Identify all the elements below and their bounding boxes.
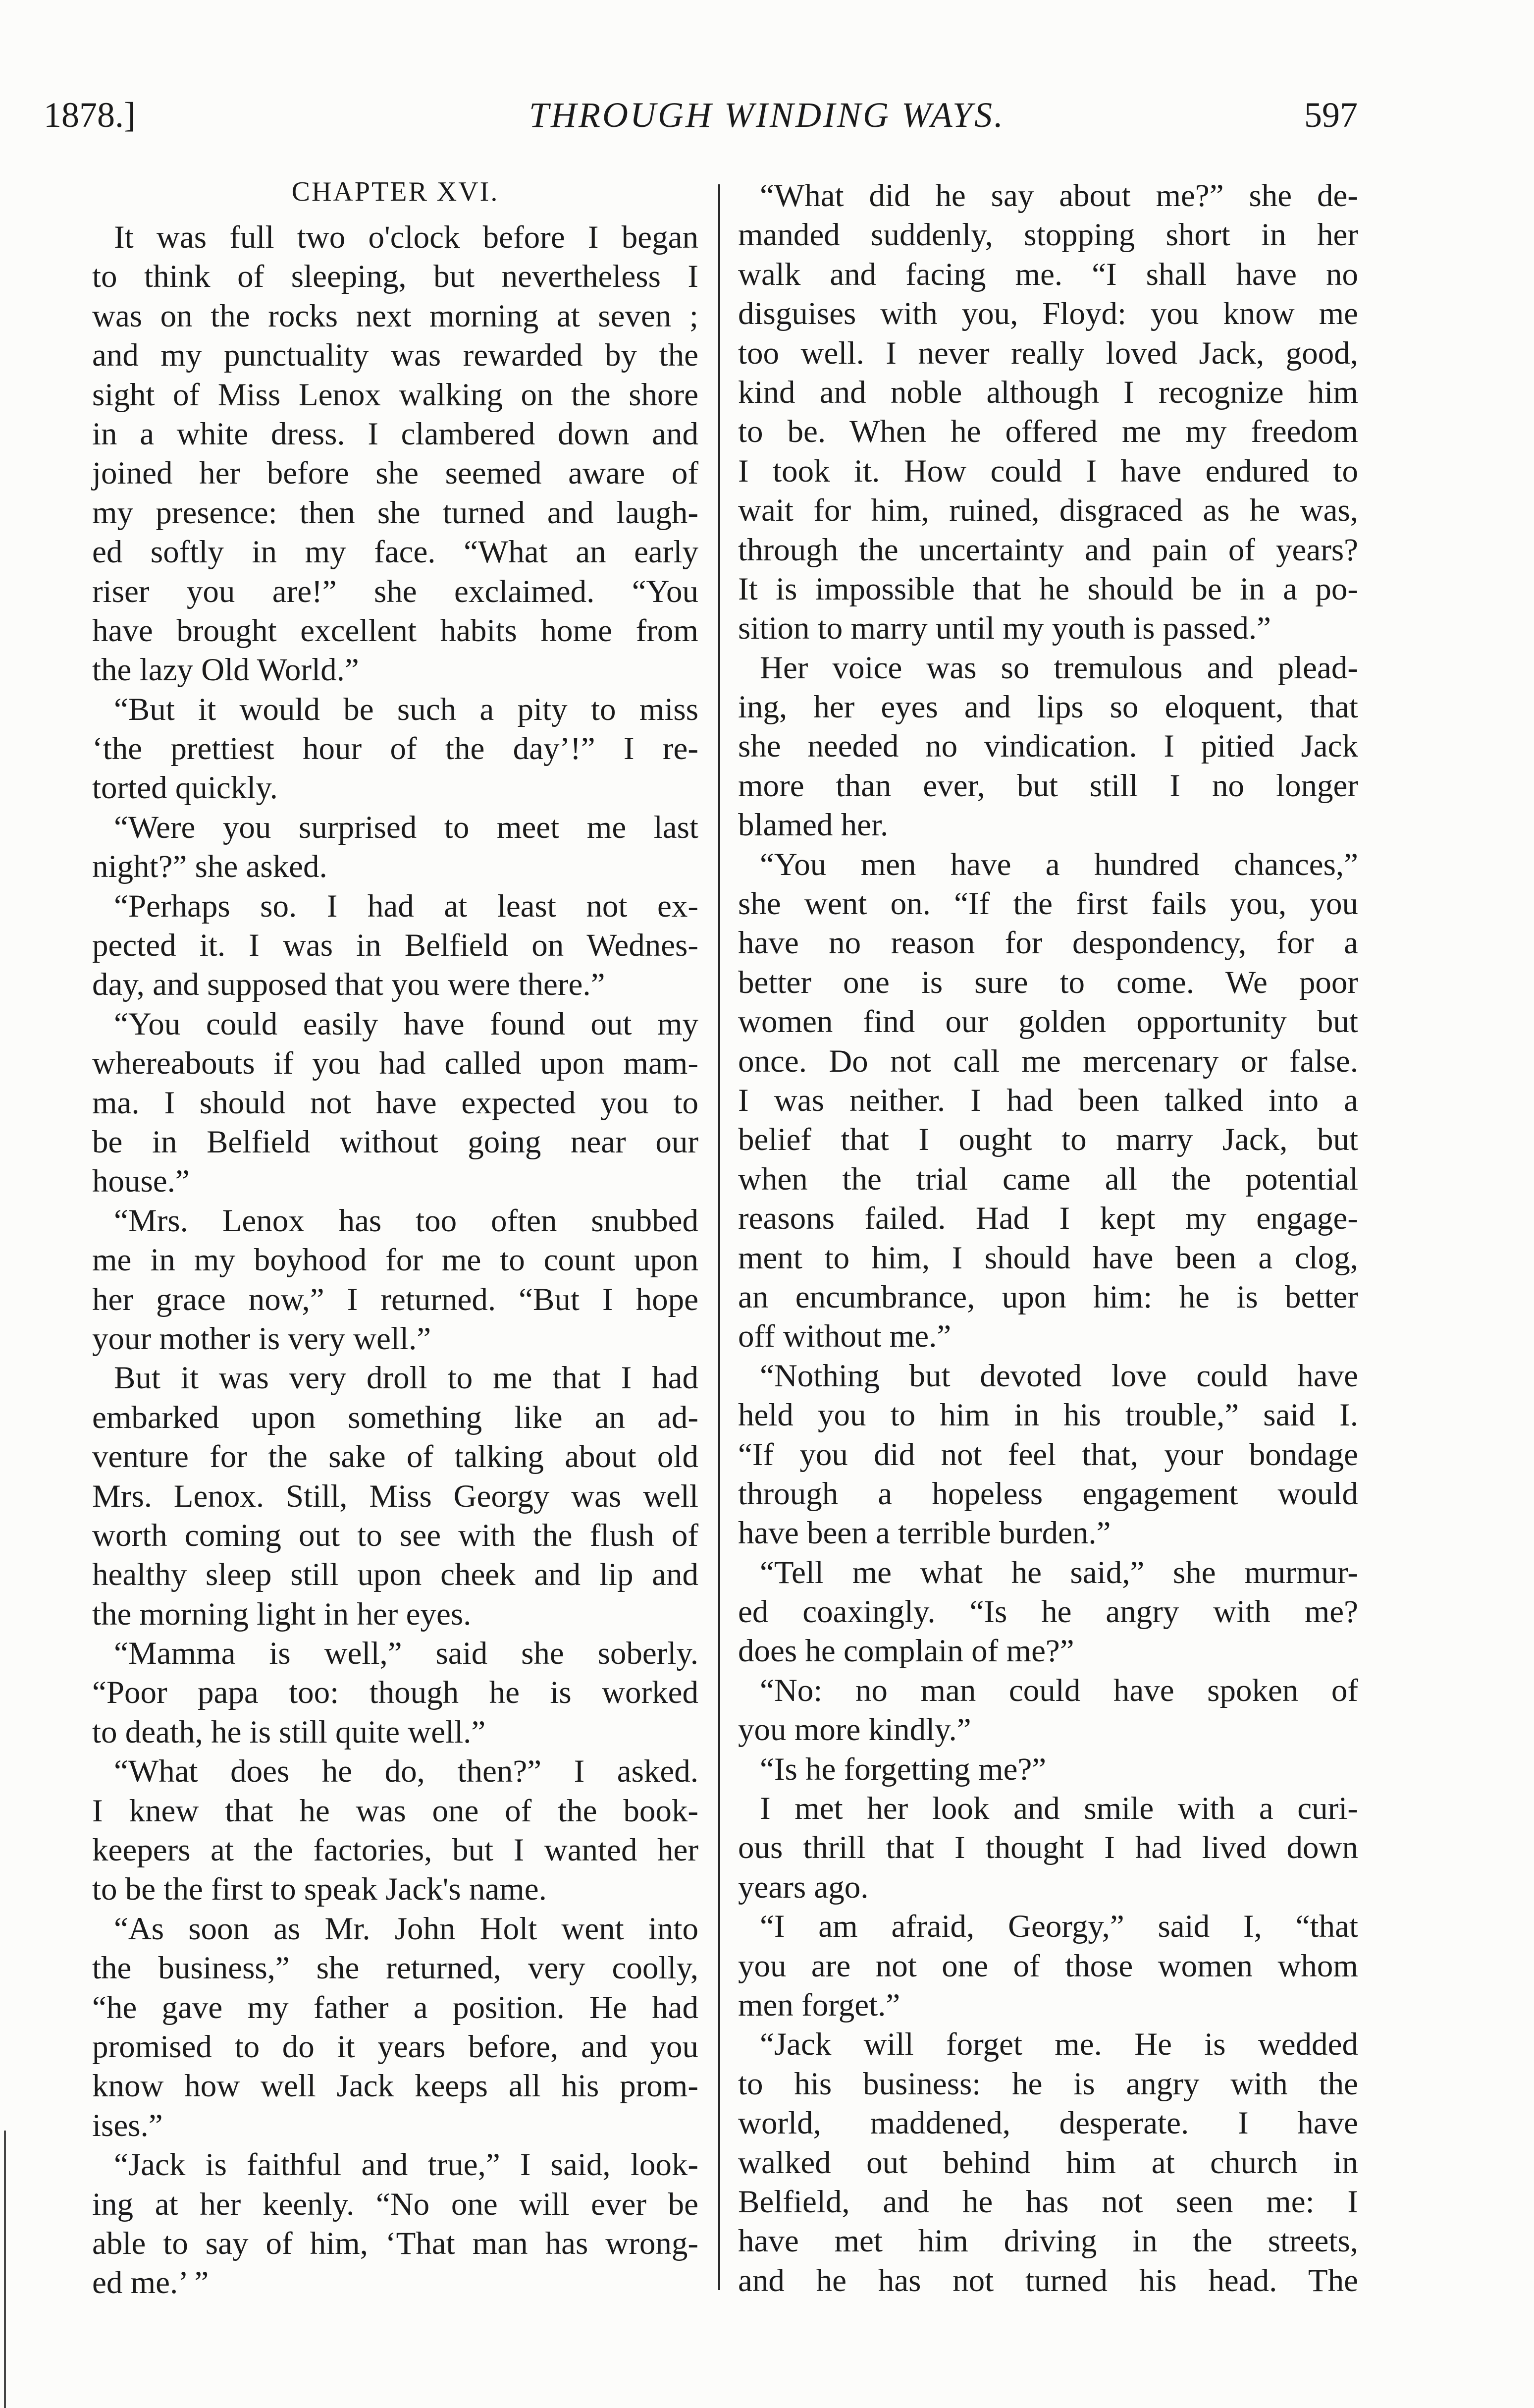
text-line: you are not one of those women whom [738,1948,1358,1984]
text-line: have no reason for despondency, for a [738,925,1358,961]
text-line: more than ever, but still I no longer [738,767,1358,804]
paragraph [738,1553,1358,1671]
text-line: she went on. “If the first fails you, you [738,886,1358,922]
paragraph [738,1357,1358,1553]
paragraph [738,1789,1358,1907]
paragraph [738,649,1358,845]
text-line: house.” [92,1163,190,1200]
text-line: pected it. I was in Belfield on Wednes- [92,928,698,964]
text-line: “he gave my father a position. He had [92,1989,698,2025]
text-line: too well. I never really loved Jack, good, [738,335,1358,371]
text-line: reasons failed. Had I kept my engage- [738,1201,1358,1237]
text-line: ment to him, I should have been a clog, [738,1240,1358,1276]
text-line: “You could easily have found out my [114,1006,698,1042]
text-line: “Jack is faithful and true,” I said, look- [114,2147,698,2183]
text-line: “Poor papa too: though he is worked [92,1675,698,1711]
text-line: world, maddened, desperate. I have [738,2105,1358,2141]
text-line: have met him driving in the streets, [738,2223,1358,2259]
text-line: “I am afraid, Georgy,” said I, “that [760,1909,1358,1945]
text-line: and my punctuality was rewarded by the [92,337,698,374]
text-line: an encumbrance, upon him: he is better [738,1279,1358,1315]
paragraph [92,1910,698,2145]
text-line: through the uncertainty and pain of years? [738,532,1358,568]
text-line: “Mamma is well,” said she soberly. [114,1636,698,1672]
text-line: “Nothing but devoted love could have [760,1358,1358,1394]
text-line: ous thrill that I thought I had lived down [738,1830,1358,1866]
text-line: have been a terrible burden.” [738,1515,1111,1551]
text-line: It is impossible that he should be in a po- [738,571,1358,607]
text-line: sition to marry until my youth is passed.” [738,610,1271,647]
text-line: my presence: then she turned and laugh- [92,494,698,531]
text-line: wait for him, ruined, disgraced as he was, [738,493,1358,529]
text-line: “But it would be such a pity to miss [114,691,698,727]
text-line: your mother is very well.” [92,1320,431,1357]
text-line: me in my boyhood for me to count upon [92,1242,698,1278]
right-column [738,176,1358,2300]
text-line: have brought excellent habits home from [92,612,698,649]
text-line: does he complain of me?” [738,1633,1074,1669]
text-line: years ago. [738,1869,869,1905]
text-line: “What did he say about me?” she de- [760,178,1358,214]
paragraph [92,1202,698,1359]
text-line: “As soon as Mr. John Holt went into [114,1911,698,1947]
text-line: women find our golden opportunity but [738,1004,1358,1040]
text-line: It was full two o'clock before I began [114,219,698,255]
text-line: “You men have a hundred chances,” [760,846,1358,882]
text-line: men forget.” [738,1987,900,2023]
paragraph [92,1634,698,1752]
text-line: “Is he forgetting me?” [760,1751,1047,1787]
text-line: healthy sleep still upon cheek and lip and [92,1557,698,1593]
text-line: walked out behind him at church in [738,2144,1358,2181]
scan-edge-line [4,2131,6,2408]
text-line: I was neither. I had been talked into a [738,1082,1358,1118]
text-line: ed coaxingly. “Is he angry with me? [738,1594,1358,1630]
text-line: belief that I ought to marry Jack, but [738,1122,1358,1158]
paragraph [738,845,1358,1357]
text-line: ma. I should not have expected you to [92,1085,698,1121]
paragraph [92,808,698,887]
text-line: embarked upon something like an ad- [92,1399,698,1435]
text-line: Mrs. Lenox. Still, Miss Georgy was well [92,1478,698,1514]
text-line: ed softly in my face. “What an early [92,534,698,570]
text-line: “Jack will forget me. He is wedded [760,2026,1358,2063]
text-line: in a white dress. I clambered down and [92,416,698,452]
paragraph [92,690,698,808]
paragraph [92,2145,698,2303]
text-line: sight of Miss Lenox walking on the shore [92,377,698,413]
running-header-year: 1878.] [44,95,136,135]
text-line: “Tell me what he said,” she murmur- [760,1554,1358,1590]
text-line: “No: no man could have spoken of [760,1672,1358,1708]
text-line: disguises with you, Floyd: you know me [738,296,1358,332]
text-line: ing at her keenly. “No one will ever be [92,2186,698,2222]
text-line: to his business: he is angry with the [738,2066,1358,2102]
text-line: the lazy Old World.” [92,652,359,688]
text-line: “What does he do, then?” I asked. [114,1753,698,1790]
text-line: to think of sleeping, but nevertheless I [92,259,698,295]
text-line: to be. When he offered me my freedom [738,414,1358,450]
text-line: torted quickly. [92,770,278,806]
text-line: able to say of him, ‘That man has wrong- [92,2225,698,2261]
column-divider [718,184,720,2290]
text-line: when the trial came all the potential [738,1161,1358,1197]
page-number: 597 [1304,95,1358,135]
text-line: was on the rocks next morning at seven ; [92,298,698,334]
text-line: whereabouts if you had called upon mam- [92,1045,698,1082]
paragraph [92,1752,698,1910]
text-line: day, and supposed that you were there.” [92,967,605,1003]
text-line: “If you did not feel that, your bondage [738,1436,1358,1473]
text-line: once. Do not call me mercenary or false. [738,1043,1358,1079]
text-line: I knew that he was one of the book- [92,1793,698,1829]
text-line: you more kindly.” [738,1712,971,1748]
text-line: kind and noble although I recognize him [738,374,1358,410]
paragraph [738,176,1358,649]
text-line: the morning light in her eyes. [92,1596,472,1632]
paragraph [92,1359,698,1634]
text-line: ises.” [92,2107,163,2143]
text-line: know how well Jack keeps all his prom- [92,2068,698,2104]
text-line: ing, her eyes and lips so eloquent, that [738,689,1358,725]
chapter-heading: CHAPTER XVI. [291,176,499,207]
running-title: THROUGH WINDING WAYS. [529,95,1005,135]
paragraph [92,887,698,1005]
text-line: to be the first to speak Jack's name. [92,1871,547,1908]
text-line: “Were you surprised to meet me last [114,809,698,845]
text-line: blamed her. [738,807,889,843]
text-line: But it was very droll to me that I had [114,1360,698,1396]
text-line: keepers at the factories, but I wanted her [92,1832,698,1868]
paragraph [92,218,698,690]
text-line: Belfield, and he has not seen me: I [738,2184,1358,2220]
text-line: be in Belfield without going near our [92,1124,698,1160]
text-line: walk and facing me. “I shall have no [738,256,1358,292]
text-line: the business,” she returned, very coolly, [92,1950,698,1986]
text-line: she needed no vindication. I pitied Jack [738,728,1358,765]
text-line: joined her before she seemed aware of [92,455,698,492]
text-line: manded suddenly, stopping short in her [738,217,1358,253]
left-column [92,218,698,2303]
text-line: ‘the prettiest hour of the day’!” I re- [92,731,698,767]
text-line: night?” she asked. [92,849,327,885]
text-line: promised to do it years before, and you [92,2028,698,2065]
text-line: worth coming out to see with the flush of [92,1517,698,1553]
text-line: “Perhaps so. I had at least not ex- [114,888,698,924]
text-line: held you to him in his trouble,” said I. [738,1397,1358,1433]
text-line: to death, he is still quite well.” [92,1714,486,1750]
paragraph [738,1671,1358,1750]
text-line: ed me.’ ” [92,2265,209,2301]
text-line: riser you are!” she exclaimed. “You [92,573,698,609]
paragraph [738,2025,1358,2300]
text-line: better one is sure to come. We poor [738,964,1358,1000]
text-line: I met her look and smile with a curi- [760,1791,1358,1827]
text-line: her grace now,” I returned. “But I hope [92,1281,698,1317]
paragraph [738,1907,1358,2025]
text-line: through a hopeless engagement would [738,1476,1358,1512]
text-line: “Mrs. Lenox has too often snubbed [114,1203,698,1239]
text-line: venture for the sake of talking about old [92,1439,698,1475]
text-line: I took it. How could I have endured to [738,453,1358,489]
text-line: Her voice was so tremulous and plead- [760,650,1358,686]
paragraph [92,1005,698,1202]
text-line: and he has not turned his head. The [738,2262,1358,2299]
text-line: off without me.” [738,1318,952,1355]
paragraph [738,1750,1358,1789]
